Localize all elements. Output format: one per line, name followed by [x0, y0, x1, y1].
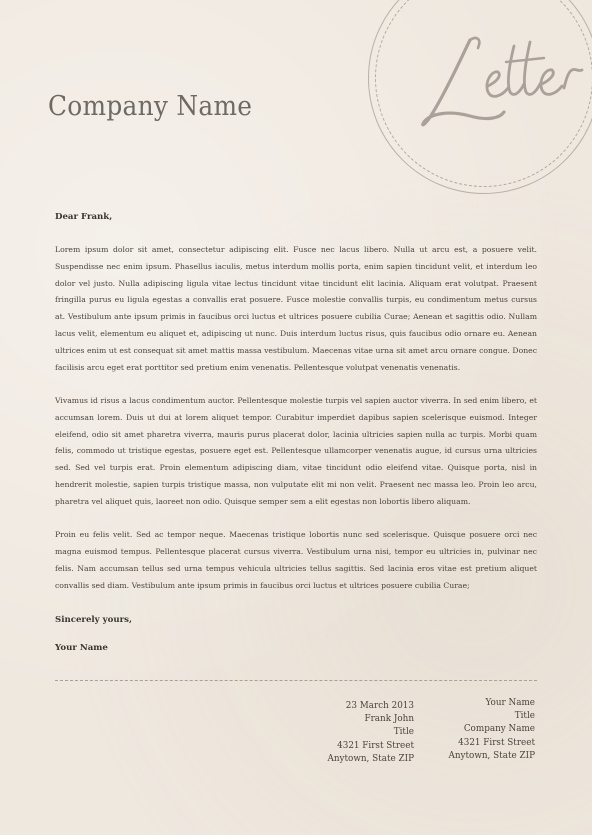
sender-title: Title: [514, 711, 535, 722]
sender-city: Anytown, State ZIP: [448, 750, 535, 761]
sender-name: Your Name: [485, 698, 535, 708]
letter-paragraph: Lorem ipsum dolor sit amet, consectetur adipiscing elit. Fusce nec lacus libero. Nulla ut arcu est, a posuere velit. Suspendisse nec enim ipsum. Phasellus iaculis, metus interdum mollis porta, enim sapien tincidunt velit, et interdum leo dolor vel justo. Nulla adipiscing ligula vitae lectus tincidunt vitae tincidunt elit lacinia. Aliquam erat volutpat. Praesent fringilla purus eu ligula egestas a convallis erat posuere. Fusce molestie convallis turpis, eu condimentum metus cursus at. Vestibulum ante ipsum primis in faucibus orci luctus et ultrices posuere cubilia Curae; Aenean et sagittis odio. Nullam lacus velit, elementum eu aliquet et, adipiscing ut nunc. Duis interdum luctus risus, quis faucibus odio ornare eu. Aenean ultrices enim ut est consequat sit amet mattis massa vestibulum. Maecenas vitae urna sit amet arcu ornare congue. Donec facilisis arcu eget erat porttitor sed pretium enim venenatis. Pellentesque volutpat venenatis venenatis.: [55, 245, 537, 372]
footer-divider: [55, 680, 537, 681]
recipient-street: 4321 First Street: [337, 740, 414, 751]
recipient-title: Title: [393, 727, 414, 738]
letter-date: 23 March 2013: [345, 701, 414, 711]
sender-address-block: [430, 697, 535, 763]
letter-paragraph: Vivamus id risus a lacus condimentum auctor. Pellentesque molestie turpis vel sapien auctor viverra. In sed enim libero, et accumsan lorem. Duis ut dui at lorem aliquet tempor. Curabitur imperdiet dapibus sapien scelerisque euismod. Integer eleifend, odio sit amet pharetra viverra, mauris purus placerat dolor, lacinia ultricies sapien nulla ac turpis. Morbi quam felis, commodo ut tristique egestas, posuere eget est. Pellentesque ullamcorper venenatis augue, id cursus urna ultricies sed. Sed vel turpis erat. Proin elementum adipiscing diam, vitae tincidunt odio eleifend vitae. Quisque porta, nisl in hendrerit molestie, sapien turpis tristique massa, non vulputate elit mi non velit. Praesent nec massa leo. Proin leo arcu, pharetra vel aliquet quis, laoreet non odio. Quisque semper sem a elit egestas non lobortis libero aliquam.: [55, 395, 537, 506]
letter-closing: Sincerely yours,: [55, 615, 132, 625]
letter-paragraph: Proin eu felis velit. Sed ac tempor neque. Maecenas tristique lobortis nunc sed scelerisque. Quisque posuere orci nec magna euismod tempus. Pellentesque placerat cursus viverra. Vestibulum urna nisi, tempor eu ultricies in, pulvinar nec felis. Nam accumsan tellus sed urna tempus vehicula ultricies tellus sagittis. Sed lacinia eros vitae est pretium aliquet convallis sed diam. Vestibulum ante ipsum primis in faucibus orci luctus et ultrices posuere cubilia Curae;: [55, 530, 537, 590]
recipient-city: Anytown, State ZIP: [327, 753, 414, 764]
sender-street: 4321 First Street: [458, 737, 535, 748]
recipient-name: Frank John: [364, 714, 414, 725]
letter-salutation: Dear Frank,: [55, 212, 113, 222]
letter-seal-script: [418, 26, 588, 136]
letter-signature: Your Name: [55, 643, 108, 653]
letter-body: [55, 242, 537, 611]
recipient-address-block: [300, 700, 414, 766]
sender-company: Company Name: [463, 724, 535, 735]
company-name: Company Name: [48, 91, 253, 122]
